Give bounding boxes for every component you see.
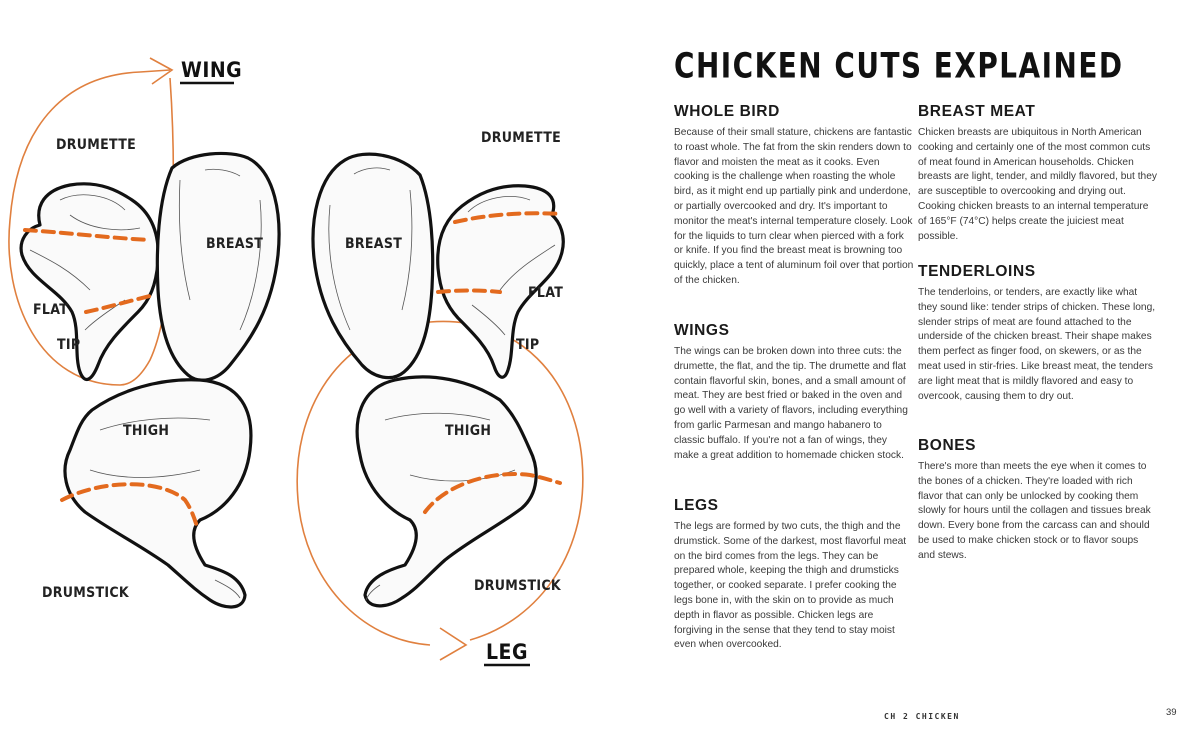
drumette-left-label: DRUMETTE xyxy=(56,137,137,153)
drumette-right-label: DRUMETTE xyxy=(481,130,562,146)
right-breast-drawing xyxy=(313,154,433,377)
leg-label: LEG xyxy=(486,640,528,664)
tenderloins-heading: TENDERLOINS xyxy=(918,263,1036,280)
section-wings xyxy=(674,322,914,463)
wings-heading: WINGS xyxy=(674,322,730,339)
legs-heading: LEGS xyxy=(674,497,719,514)
thigh-left-label: THIGH xyxy=(123,423,170,439)
bones-body: There's more than meets the eye when it comes to the bones of a chicken. They're loaded with rich flavor that can only be unlocked by cooking them slowly for hours until the collagen and tissues break down. Every bone from the carcass can and should be used to make chicken stock or to flavor soups and stews. xyxy=(918,461,1151,561)
tip-left-label: TIP xyxy=(57,337,81,353)
page-number: 39 xyxy=(1166,707,1177,718)
flat-right-label: FLAT xyxy=(528,285,564,301)
tenderloins-body: The tenderloins, or tenders, are exactly like what they sound like: tender strips of chicken. These long, slender strips of meat are found attached to the underside of the chicken breast. Their shape makes them perfect as finger food, on skewers, or as the meat used in stir-fries. Like breast meat, the tenders are light meat that is mildly flavored and easy to overcook, causing them to dry out. xyxy=(918,287,1156,402)
section-whole-bird xyxy=(674,103,914,289)
section-tenderloins xyxy=(918,263,1158,404)
section-legs xyxy=(674,497,914,653)
breast-right-label: BREAST xyxy=(345,236,403,252)
flat-left-label: FLAT xyxy=(33,302,69,318)
chapter-footer: CH 2 CHICKEN xyxy=(884,712,960,721)
legs-body: The legs are formed by two cuts, the thigh and the drumstick. Some of the darkest, most flavorful meat on the bird comes from the legs. They can be prepared whole, keeping the thigh and drumsticks together, or cooked separate. I prefer cooking the legs bone in, with the skin on to provide as much depth in flavor as possible. Chicken legs are forgiving in the sense that they tend to stay moist even when overcooked. xyxy=(674,521,907,651)
wing-label: WING xyxy=(181,58,243,82)
left-wing-drawing xyxy=(21,184,158,380)
whole-bird-heading: WHOLE BIRD xyxy=(674,103,780,120)
tip-right-label: TIP xyxy=(516,337,540,353)
breast-meat-heading: BREAST MEAT xyxy=(918,103,1036,120)
wings-body: The wings can be broken down into three cuts: the drumette, the flat, and the tip. The drumette and flat contain flavorful skin, bones, and a small amount of meat. They are best fried or baked in the oven and go well with a variety of flavors, including everything from garlic Parmesan and mango habanero to classic buffalo. If you're not a fan of wings, they make a great addition to homemade chicken stock. xyxy=(674,346,908,461)
thigh-right-label: THIGH xyxy=(445,423,492,439)
bones-heading: BONES xyxy=(918,437,977,454)
breast-meat-body: Chicken breasts are ubiquitous in North American cooking and certainly one of the most common cuts of meat found in American households. Chicken breasts are light, tender, and mildly flavored, but they are susceptible to overcooking and drying out. Cooking chicken breasts to an internal temperature of 165°F (74°C) helps create the juiciest meat possible. xyxy=(918,127,1157,242)
whole-bird-body: Because of their small stature, chickens are fantastic to roast whole. The fat from the skin renders down to flavor and moisten the meat as it cooks. Even cooking is the challenge when roasting the whole bird, as it might end up partially pink and underdone, or partially overcooked and dry. It's important to monitor the meat's internal temperature closely. Look for the liquids to turn clear when pierced with a fork or knife. If you find the breast meat is browning too quickly, place a tent of aluminum foil over that portion of the chicken. xyxy=(674,127,914,286)
breast-left-label: BREAST xyxy=(206,236,264,252)
drumstick-right-label: DRUMSTICK xyxy=(474,578,561,594)
left-breast-drawing xyxy=(157,153,279,380)
left-leg-drawing xyxy=(65,380,251,607)
page-title: CHICKEN CUTS EXPLAINED xyxy=(674,46,1124,87)
chicken-cuts-illustration xyxy=(0,0,600,700)
section-breast-meat xyxy=(918,103,1158,244)
drumstick-left-label: DRUMSTICK xyxy=(42,585,129,601)
section-bones xyxy=(918,437,1158,564)
